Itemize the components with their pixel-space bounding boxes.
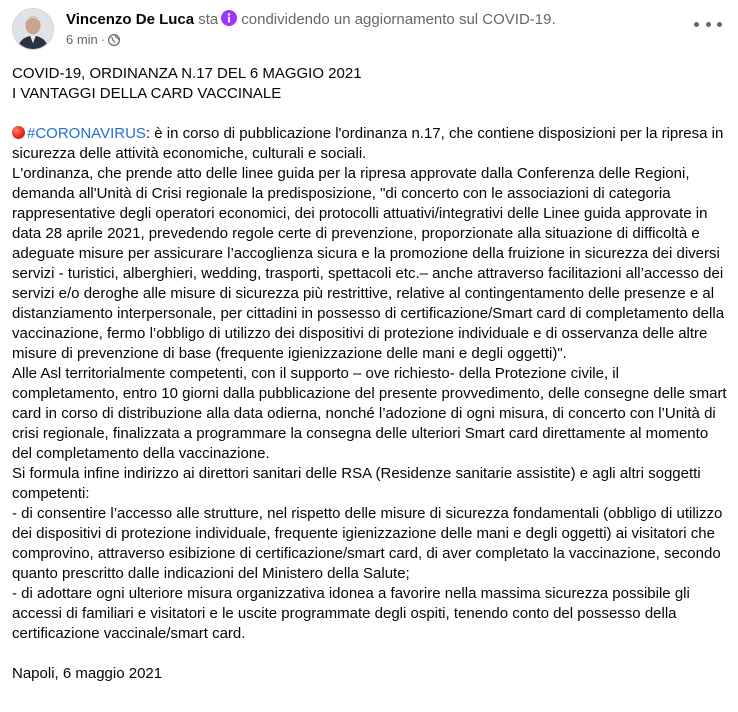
hashtag-link[interactable]: #CORONAVIRUS — [27, 125, 146, 142]
author-name[interactable]: Vincenzo De Luca — [66, 11, 195, 28]
post-paragraph: - di consentire l’accesso alle strutture, nel rispetto delle misure di sicurezza fondamentali (obbligo di utilizzo dei dispositivi di protezione individuale, frequente igienizzazione delle mani e degli oggetti) ai visitatori che comprovino, attraverso esibizione di certificazione/smart card, di aver completato la vaccinazione, secondo quanto prescritto dalle indicazioni del Ministero della Salute; — [12, 505, 723, 582]
post-paragraph: - di adottare ogni ulteriore misura organizzativa idonea a favorire nella massima sicurezza possibile gli accessi di familiari e visitatori e le uscite programmate degli ospiti, tenendo conto del possesso della certificazione vaccinale/smart card. — [12, 585, 690, 642]
meta-separator: · — [100, 32, 106, 47]
red-circle-icon — [12, 126, 25, 139]
info-icon — [221, 10, 237, 26]
intro-text: : è in corso di pubblicazione l'ordinanza n.17, che contiene disposizioni per la ripresa in sicurezza delle attività economiche, culturali e sociali. — [12, 125, 724, 162]
more-options-icon[interactable] — [694, 14, 722, 34]
post-header — [12, 8, 726, 52]
post-timestamp[interactable]: 6 min — [66, 32, 98, 47]
activity-prefix: sta — [198, 11, 219, 28]
avatar-portrait-icon — [13, 9, 53, 49]
post-title-line-1: COVID-19, ORDINANZA N.17 DEL 6 MAGGIO 2021 — [12, 65, 362, 82]
activity-text: condividendo un aggiornamento sul COVID-19. — [241, 11, 556, 28]
post-paragraph: L'ordinanza, che prende atto delle linee guida per la ripresa approvate dalla Conferenza delle Regioni, demanda all'Unità di Crisi regionale la predisposizione, "di concerto con le associazioni di categoria rappresentative degli operatori economici, dei protocolli attuativi/integrativi delle Linee guida approvate in data 28 aprile 2021, prevedendo regole certe di prevenzione, proporzionate alla situazione di difficoltà e adeguate misure per assicurare l’accoglienza sicura e la promozione della fruizione in sicurezza dei diversi servizi - turistici, alberghieri, wedding, trasporti, spettacoli etc.– anche attraverso facilitazioni all’accesso dei servizi e/o deroghe alle misure di sicurezza più restrittive, relative al contingentamento delle presenze e al distanziamento interpersonale, per cittadini in possesso di certificazione/Smart card di completamento della vaccinazione, fermo l’obbligo di utilizzo dei dispositivi di protezione individuale e di osservanza delle altre misure di prevenzione di base (frequente igienizzazione delle mani e degli oggetti)". — [12, 165, 725, 362]
post-meta — [66, 32, 120, 48]
post-title-line-2: I VANTAGGI DELLA CARD VACCINALE — [12, 85, 282, 102]
post-author-line — [66, 10, 556, 30]
post-signature: Napoli, 6 maggio 2021 — [12, 665, 163, 682]
post-paragraph: Si formula infine indirizzo ai direttori sanitari delle RSA (Residenze sanitarie assistite) e agli altri soggetti competenti: — [12, 465, 701, 502]
avatar[interactable] — [12, 8, 54, 50]
post-paragraph-intro — [12, 124, 728, 164]
post-paragraph: Alle Asl territorialmente competenti, con il supporto – ove richiesto- della Protezione civile, il completamento, entro 10 giorni dalla pubblicazione del presente provvedimento, delle consegne delle smart card in corso di distribuzione alla data odierna, nonché l’adozione di ogni misura, di concerto con l’Unità di crisi regionale, finalizzata a programmare la consegna delle ulteriori Smart card direttamente al momento del completamento della vaccinazione. — [12, 365, 727, 462]
post-body — [12, 64, 728, 684]
globe-icon[interactable] — [108, 34, 120, 46]
